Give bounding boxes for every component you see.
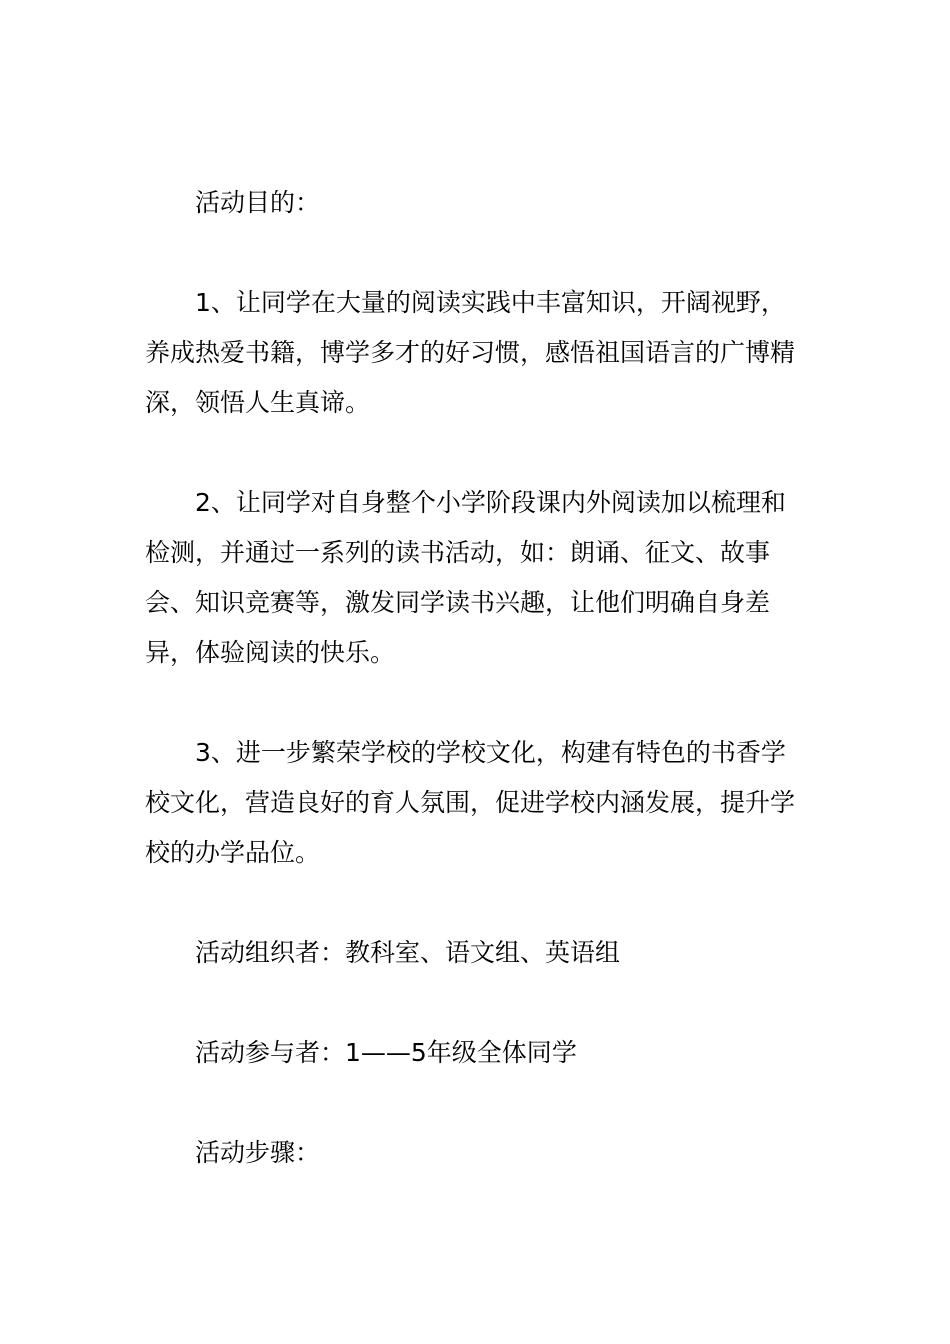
organizers-line: 活动组织者：教科室、语文组、英语组 [195,938,621,967]
aim-item-1: 1、让同学在大量的阅读实践中丰富知识，开阔视野，养成热爱书籍，博学多才的好习惯，感悟祖国语言的广博精深，领悟人生真谛。 [145,288,796,417]
aim-item-2: 2、让同学对自身整个小学阶段课内外阅读加以梳理和检测，并通过一系列的读书活动，如：朗诵、征文、故事会、知识竞赛等，激发同学读书兴趣，让他们明确自身差异，体验阅读的快乐。 [145,488,786,667]
steps-heading: 活动步骤： [195,1138,321,1167]
participants-line: 活动参与者：1——5年级全体同学 [195,1038,577,1067]
aim-item-3: 3、进一步繁荣学校的学校文化，构建有特色的书香学校文化，营造良好的育人氛围，促进学校内涵发展，提升学校的办学品位。 [145,738,796,867]
aim-heading: 活动目的： [195,188,321,217]
document-body [145,178,807,1178]
